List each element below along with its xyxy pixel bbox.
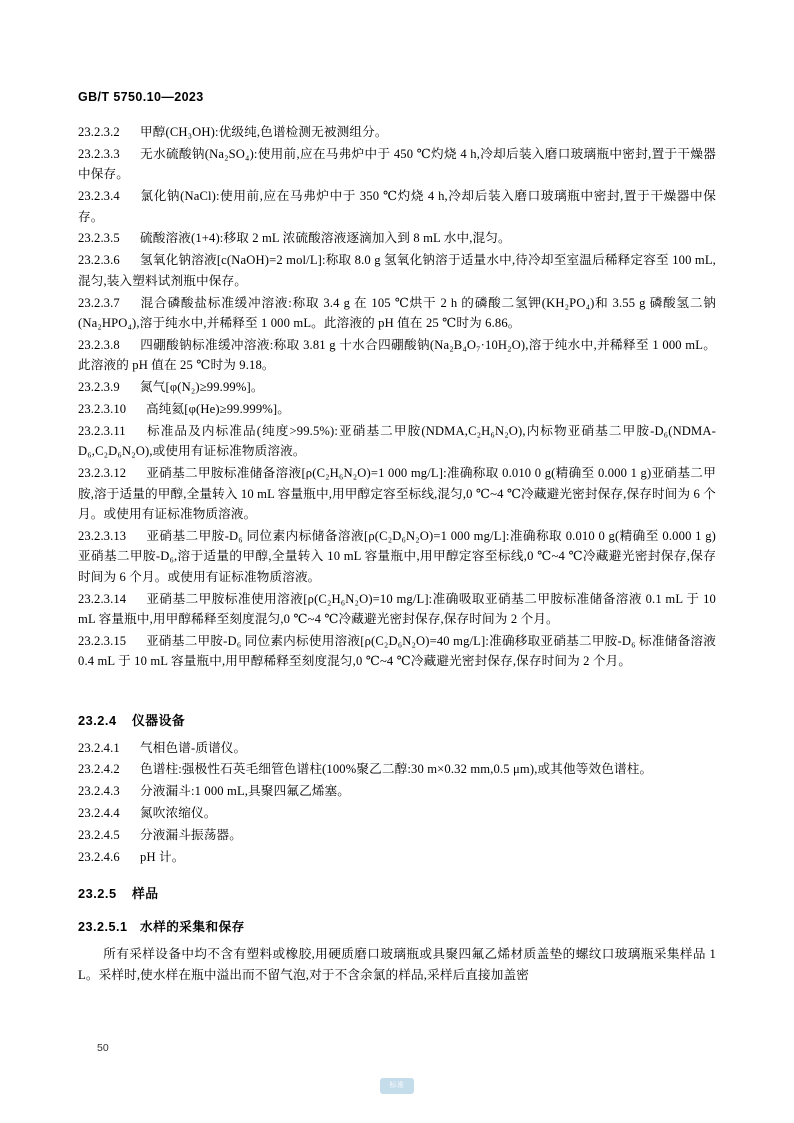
clause-number: 23.2.4.6 — [78, 850, 120, 864]
clause-text: 分液漏斗振荡器。 — [140, 828, 242, 843]
clause-text: pH 计。 — [140, 850, 185, 864]
subsection-title-text: 水样的采集和保存 — [140, 920, 245, 935]
clause-item — [78, 631, 716, 672]
clause-text: 无水硫酸钠(Na₂SO₄):使用前,应在马弗炉中于 450 ℃灼烧 4 h,冷却后装入磨口玻璃瓶中密封,置于干燥器中保存。 — [78, 146, 716, 182]
clause-number: 23.2.3.9 — [78, 380, 120, 395]
clause-text: 分液漏斗:1 000 mL,具聚四氟乙烯塞。 — [140, 784, 351, 799]
clause-item — [78, 186, 716, 227]
clause-number: 23.2.4.4 — [78, 806, 120, 821]
clause-item — [78, 738, 716, 758]
clause-number: 23.2.4.1 — [78, 740, 120, 755]
clause-text: 亚硝基二甲胺标准使用溶液[ρ(C₂H₆N₂O)=10 mg/L]:准确吸取亚硝基二甲胺标准储备溶液 0.1 mL 于 10 mL 容量瓶中,用甲醇稀释至刻度混匀,0 ℃~4 ℃冷藏避光密封保存,保存时间为 2 个月。 — [78, 591, 716, 626]
clause-text: 色谱柱:强极性石英毛细管色谱柱(100%聚乙二醇:30 m×0.32 mm,0.5 μm),或其他等效色谱柱。 — [140, 762, 653, 777]
section-title-text: 样品 — [132, 886, 159, 902]
clause-text: 氢氧化钠溶液[c(NaOH)=2 mol/L]:称取 8.0 g 氢氧化钠溶于适量水中,待冷却至室温后稀释定容至 100 mL,混匀,装入塑料试剂瓶中保存。 — [78, 253, 716, 288]
clause-item — [78, 377, 716, 397]
clause-text: 高纯氦[φ(He)≥99.999%]。 — [146, 402, 290, 417]
clause-item — [78, 335, 716, 376]
clause-item — [78, 463, 716, 524]
clause-text: 标准品及内标准品(纯度>99.5%):亚硝基二甲胺(NDMA,C₂H₆N₂O),内标物亚硝基二甲胺-D₆(NDMA-D₆,C₂D₆N₂O),或使用有证标准物质溶液。 — [78, 423, 716, 459]
watermark-badge: 标准 — [380, 1078, 414, 1094]
clause-number: 23.2.3.3 — [78, 146, 120, 161]
document-body — [78, 122, 716, 985]
page-number: 50 — [97, 1042, 109, 1054]
clause-number: 23.2.4.2 — [78, 762, 120, 777]
clause-item — [78, 526, 716, 587]
clause-text: 四硼酸钠标准缓冲溶液:称取 3.81 g 十水合四硼酸钠(Na₂B₄O₇·10H₂O),溶于纯水中,并稀释至 1 000 mL。此溶液的 pH 值在 25 ℃时为 9.18。 — [78, 337, 716, 373]
clause-item — [78, 399, 716, 419]
page-header-standard-code: GB/T 5750.10—2023 — [78, 90, 204, 104]
clause-number: 23.2.3.11 — [78, 423, 126, 438]
clause-item — [78, 673, 716, 693]
clause-item — [78, 759, 716, 779]
clause-number: 23.2.3.5 — [78, 231, 120, 246]
section-heading-sample — [78, 883, 716, 902]
clause-item — [78, 825, 716, 845]
section-heading-equipment — [78, 710, 716, 729]
clause-number: 23.2.3.4 — [78, 189, 120, 204]
subsection-number: 23.2.5.1 — [78, 920, 128, 935]
clause-item — [78, 122, 716, 142]
clause-text: 氮气[φ(N₂)≥99.99%]。 — [140, 380, 264, 395]
section-number: 23.2.4 — [78, 712, 117, 728]
clause-item — [78, 250, 716, 291]
clause-item — [78, 144, 716, 185]
subsection-heading-water-sampling — [78, 916, 716, 935]
clause-number: 23.2.3.15 — [78, 633, 127, 648]
clause-number: 23.2.3.6 — [78, 253, 120, 268]
clause-number: 23.2.4.3 — [78, 784, 120, 799]
clause-number: 23.2.3.12 — [78, 466, 127, 481]
body-paragraph: 所有采样设备中均不含有塑料或橡胶,用硬质磨口玻璃瓶或具聚四氟乙烯材质盖垫的螺纹口玻璃瓶采集样品 1 L。采样时,使水样在瓶中溢出而不留气泡,对于不含余氯的样品,采样后直接加盖密 — [78, 947, 716, 982]
clause-number: 23.2.3.13 — [78, 528, 127, 543]
section-title-text: 仪器设备 — [132, 712, 186, 728]
clause-text: 亚硝基二甲胺-D₆ 同位素内标使用溶液[ρ(C₂D₆N₂O)=40 mg/L]:准确移取亚硝基二甲胺-D₆ 标准储备溶液 0.4 mL 于 10 mL 容量瓶中,用甲醇稀释至刻度混匀,0 ℃~4 ℃冷藏避光密封保存,保存时间为 2 个月。 — [78, 633, 716, 669]
clause-text: 甲醇(CH₃OH):优级纯,色谱检测无被测组分。 — [140, 125, 388, 139]
clause-number: 23.2.4.5 — [78, 828, 120, 843]
clause-item — [78, 803, 716, 823]
clause-item — [78, 847, 716, 867]
clause-number: 23.2.3.7 — [78, 295, 120, 310]
clause-item — [78, 781, 716, 801]
clause-text: 氯化钠(NaCl):使用前,应在马弗炉中于 350 ℃灼烧 4 h,冷却后装入磨口玻璃瓶中密封,置于干燥器中保存。 — [78, 189, 716, 224]
clause-text: 气相色谱-质谱仪。 — [140, 740, 247, 755]
clause-text: 亚硝基二甲胺-D₆ 同位素内标储备溶液[ρ(C₂D₆N₂O)=1 000 mg/L]:准确称取 0.010 0 g(精确至 0.000 1 g)亚硝基二甲胺-D₆,溶于适量的甲醇,全量转入 10 mL 容量瓶中,用甲醇定容至标线,0 ℃~4 ℃冷藏避光密封保存,保存时间为 6 个月。或使用有证标准物质溶液。 — [78, 528, 716, 584]
clause-text: 混合磷酸盐标准缓冲溶液:称取 3.4 g 在 105 ℃烘干 2 h 的磷酸二氢钾(KH₂PO₄)和 3.55 g 磷酸氢二钠(Na₂HPO₄),溶于纯水中,并稀释至 1 000 mL。此溶液的 pH 值在 25 ℃时为 6.86。 — [78, 295, 716, 331]
clause-item — [78, 421, 716, 462]
section-number: 23.2.5 — [78, 886, 117, 902]
clause-number: 23.2.3.8 — [78, 337, 120, 352]
clause-number: 23.2.3.10 — [78, 402, 127, 417]
clause-item — [78, 589, 716, 630]
clause-number: 23.2.3.14 — [78, 591, 127, 606]
clause-text: 氮吹浓缩仪。 — [140, 806, 217, 821]
clause-item — [78, 293, 716, 334]
equipment-list — [78, 738, 716, 868]
clause-text: 硫酸溶液(1+4):移取 2 mL 浓硫酸溶液逐滴加入到 8 mL 水中,混匀。 — [140, 231, 511, 246]
clause-text: 亚硝基二甲胺标准储备溶液[ρ(C₂H₆N₂O)=1 000 mg/L]:准确称取 0.010 0 g(精确至 0.000 1 g)亚硝基二甲胺,溶于适量的甲醇,全量转入 10 mL 容量瓶中,用甲醇定容至标线,混匀,0 ℃~4 ℃冷藏避光密封保存,保存时间为 6 个月。或使用有证标准物质溶液。 — [78, 466, 716, 522]
clause-number: 23.2.3.2 — [78, 125, 120, 139]
clause-item — [78, 228, 716, 248]
clause-list — [78, 122, 716, 694]
